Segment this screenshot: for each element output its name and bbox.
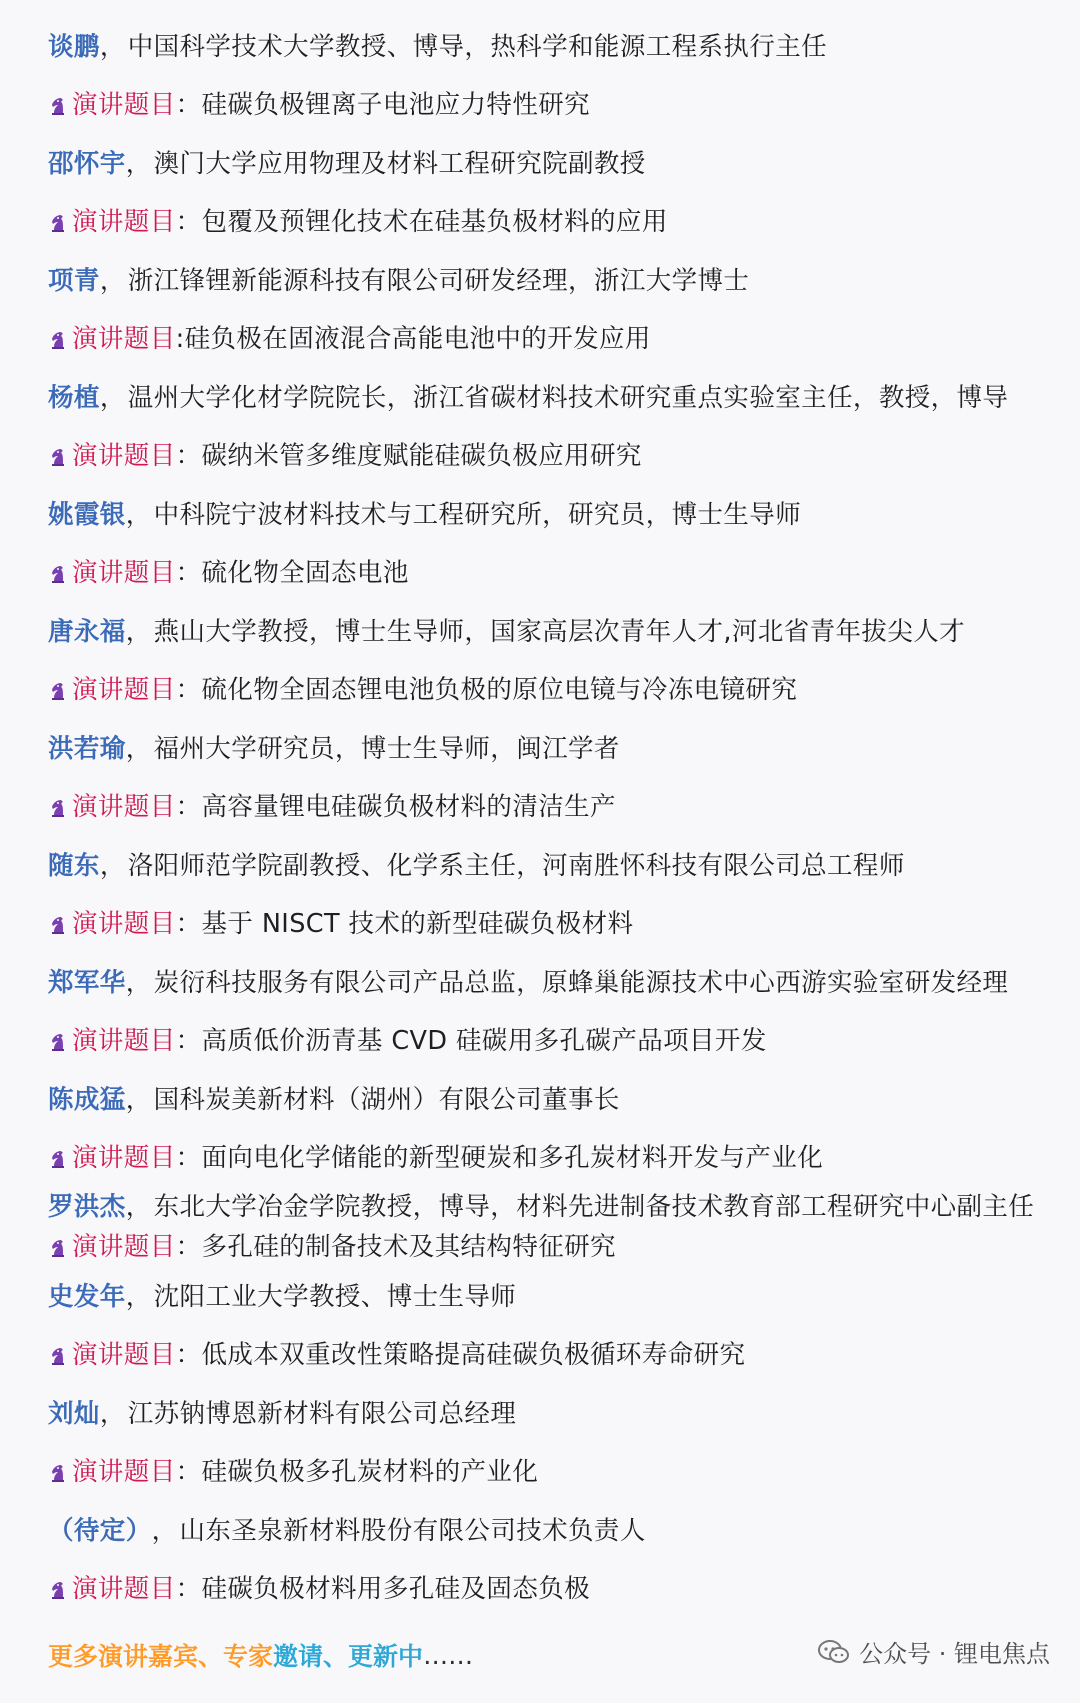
speaker-name: 刘灿: [48, 1398, 100, 1429]
topic-label: 演讲题目: [72, 1143, 176, 1174]
topic-colon: ：: [175, 1143, 202, 1174]
topic-line: [48, 1130, 1058, 1189]
chess-knight-icon: [48, 212, 68, 234]
topic-line: [48, 662, 1058, 721]
topic-label: 演讲题目: [72, 792, 176, 823]
speaker-separator: ，: [99, 382, 126, 413]
speaker-description: 燕山大学教授，博士生导师，国家高层次青年人才,河北省青年拔尖人才: [153, 616, 966, 647]
speaker-line: [48, 135, 1058, 194]
speaker-name: 洪若瑜: [48, 733, 126, 764]
speaker-separator: ，: [125, 499, 152, 530]
chess-knight-icon: [48, 329, 68, 351]
topic-label: 演讲题目: [72, 1026, 176, 1057]
topic-label: 演讲题目: [72, 90, 176, 121]
topic-line: [48, 77, 1058, 136]
speaker-line: [48, 1385, 1058, 1444]
speaker-line: [48, 954, 1058, 1013]
topic-title: 基于 NISCT 技术的新型硅碳负极材料: [201, 909, 634, 940]
speaker-separator: ，: [151, 1515, 178, 1546]
topic-label: 演讲题目: [72, 909, 176, 940]
topic-label: 演讲题目: [72, 1232, 176, 1263]
speaker-description: 炭衍科技服务有限公司产品总监，原蜂巢能源技术中心西游实验室研发经理: [153, 967, 1009, 998]
topic-line: [48, 1013, 1058, 1072]
topic-line: [48, 428, 1058, 487]
topic-line: [48, 311, 1058, 370]
speaker-description: 中国科学技术大学教授、博导，热科学和能源工程系执行主任: [127, 31, 828, 62]
more-notice-part-2: 专家: [223, 1642, 274, 1671]
speaker-line: [48, 252, 1058, 311]
speaker-separator: ，: [99, 850, 126, 881]
speaker-separator: ，: [125, 616, 152, 647]
speaker-description: 沈阳工业大学教授、博士生导师: [153, 1281, 517, 1312]
topic-colon: ：: [175, 207, 202, 238]
topic-title: 硫化物全固态电池: [201, 558, 409, 589]
speaker-separator: ，: [125, 1281, 152, 1312]
speaker-description: 温州大学化材学院院长，浙江省碳材料技术研究重点实验室主任，教授，博导: [127, 382, 1009, 413]
speaker-separator: ，: [99, 31, 126, 62]
speaker-line: [48, 1502, 1058, 1561]
topic-title: 低成本双重改性策略提高硅碳负极循环寿命研究: [201, 1340, 746, 1371]
more-notice-part-1: 更多演讲嘉宾、: [48, 1642, 224, 1671]
topic-title: 多孔硅的制备技术及其结构特征研究: [201, 1232, 616, 1263]
more-speakers-notice: [48, 1637, 473, 1673]
topic-title: 高质低价沥青基 CVD 硅碳用多孔碳产品项目开发: [201, 1026, 767, 1057]
topic-line: [48, 779, 1058, 838]
topic-line: [48, 545, 1058, 604]
wechat-icon: [817, 1638, 851, 1666]
topic-colon: ：: [175, 558, 202, 589]
topic-label: 演讲题目: [72, 1574, 176, 1605]
speaker-description: 澳门大学应用物理及材料工程研究院副教授: [153, 148, 646, 179]
chess-knight-icon: [48, 1031, 68, 1053]
chess-knight-icon: [48, 95, 68, 117]
more-notice-part-4: 更新中: [348, 1642, 424, 1671]
chess-knight-icon: [48, 1345, 68, 1367]
speaker-description: 福州大学研究员，博士生导师，闽江学者: [153, 733, 620, 764]
topic-line: [48, 1327, 1058, 1386]
public-account-name: 公众号 · 锂电焦点: [859, 1640, 1050, 1668]
speaker-name: 唐永福: [48, 616, 126, 647]
topic-colon: ：: [175, 675, 202, 706]
speaker-line: [48, 1268, 1058, 1327]
topic-colon: ：: [175, 1232, 202, 1263]
topic-title: 碳纳米管多维度赋能硅碳负极应用研究: [201, 441, 642, 472]
topic-label: 演讲题目: [72, 558, 176, 589]
topic-colon: ：: [175, 909, 202, 940]
topic-title: 硅碳负极材料用多孔硅及固态负极: [201, 1574, 591, 1605]
speaker-name: 邵怀宇: [48, 148, 126, 179]
speaker-separator: ，: [125, 967, 152, 998]
chess-knight-icon: [48, 1237, 68, 1259]
more-notice-ellipsis: ……: [423, 1640, 474, 1670]
speaker-line: [48, 369, 1058, 428]
speaker-description: 山东圣泉新材料股份有限公司技术负责人: [179, 1515, 646, 1546]
topic-colon: ：: [175, 90, 202, 121]
speaker-list: [48, 18, 1058, 1619]
topic-title: 硅碳负极锂离子电池应力特性研究: [201, 90, 591, 121]
speaker-name: 陈成猛: [48, 1084, 126, 1115]
speaker-separator: ，: [125, 148, 152, 179]
topic-line: [48, 194, 1058, 253]
topic-label: 演讲题目: [72, 1457, 176, 1488]
speaker-description: 洛阳师范学院副教授、化学系主任，河南胜怀科技有限公司总工程师: [127, 850, 905, 881]
speaker-description: 国科炭美新材料（湖州）有限公司董事长: [153, 1084, 620, 1115]
topic-label: 演讲题目: [72, 1340, 176, 1371]
topic-colon: ：: [175, 1457, 202, 1488]
chess-knight-icon: [48, 446, 68, 468]
topic-title: 硅负极在固液混合高能电池中的开发应用: [184, 324, 651, 355]
speaker-line: [48, 720, 1058, 779]
topic-line: [48, 1228, 1058, 1268]
topic-label: 演讲题目: [72, 324, 176, 355]
topic-label: 演讲题目: [72, 675, 176, 706]
topic-label: 演讲题目: [72, 441, 176, 472]
speaker-line: [48, 486, 1058, 545]
topic-label: 演讲题目: [72, 207, 176, 238]
speaker-name: 罗洪杰: [48, 1192, 126, 1223]
speaker-separator: ，: [99, 1398, 126, 1429]
topic-colon: ：: [175, 1340, 202, 1371]
speaker-separator: ，: [99, 265, 126, 296]
chess-knight-icon: [48, 1579, 68, 1601]
topic-title: 面向电化学储能的新型硬炭和多孔炭材料开发与产业化: [201, 1143, 824, 1174]
topic-line: [48, 1444, 1058, 1503]
speaker-line: [48, 1188, 1058, 1228]
speaker-line: [48, 603, 1058, 662]
speaker-name: （待定）: [48, 1515, 152, 1546]
speaker-separator: ，: [125, 1192, 152, 1223]
chess-knight-icon: [48, 563, 68, 585]
speaker-line: [48, 1071, 1058, 1130]
topic-colon: ：: [175, 792, 202, 823]
speaker-separator: ，: [125, 733, 152, 764]
topic-colon: :: [175, 324, 185, 355]
speaker-name: 姚霞银: [48, 499, 126, 530]
speaker-line: [48, 18, 1058, 77]
topic-title: 高容量锂电硅碳负极材料的清洁生产: [201, 792, 616, 823]
speaker-name: 郑军华: [48, 967, 126, 998]
speaker-description: 中科院宁波材料技术与工程研究所，研究员，博士生导师: [153, 499, 802, 530]
chess-knight-icon: [48, 1462, 68, 1484]
speaker-name: 谈鹏: [48, 31, 100, 62]
topic-title: 硫化物全固态锂电池负极的原位电镜与冷冻电镜研究: [201, 675, 798, 706]
topic-title: 包覆及预锂化技术在硅基负极材料的应用: [201, 207, 668, 238]
chess-knight-icon: [48, 1148, 68, 1170]
topic-colon: ：: [175, 1026, 202, 1057]
speaker-line: [48, 837, 1058, 896]
speaker-name: 史发年: [48, 1281, 126, 1312]
chess-knight-icon: [48, 797, 68, 819]
topic-line: [48, 896, 1058, 955]
speaker-name: 杨植: [48, 382, 100, 413]
topic-title: 硅碳负极多孔炭材料的产业化: [201, 1457, 539, 1488]
speaker-name: 项青: [48, 265, 100, 296]
topic-colon: ：: [175, 441, 202, 472]
speaker-separator: ，: [125, 1084, 152, 1115]
chess-knight-icon: [48, 914, 68, 936]
more-notice-part-3: 邀请、: [273, 1642, 349, 1671]
public-account-badge: [817, 1634, 1050, 1669]
speaker-description: 浙江锋锂新能源科技有限公司研发经理，浙江大学博士: [127, 265, 750, 296]
speaker-name: 随东: [48, 850, 100, 881]
speaker-description: 江苏钠博恩新材料有限公司总经理: [127, 1398, 517, 1429]
speaker-description: 东北大学冶金学院教授，博导，材料先进制备技术教育部工程研究中心副主任: [153, 1192, 1035, 1223]
chess-knight-icon: [48, 680, 68, 702]
topic-line: [48, 1561, 1058, 1620]
topic-colon: ：: [175, 1574, 202, 1605]
